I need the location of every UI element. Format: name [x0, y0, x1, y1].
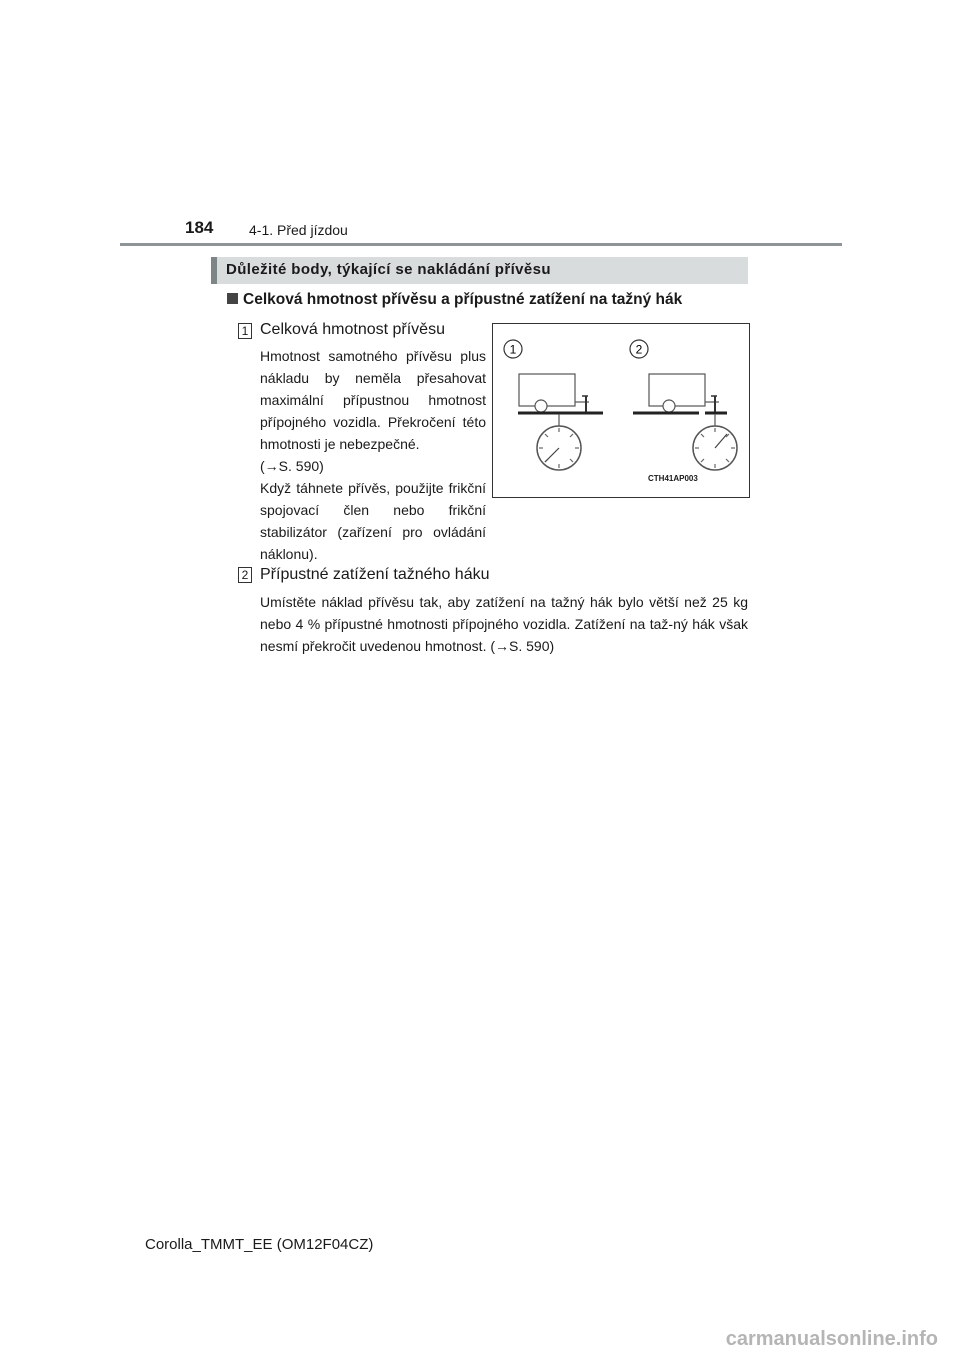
trailer-wheel-right	[663, 400, 675, 412]
item-marker-2: 2	[238, 567, 252, 583]
item-marker-1: 1	[238, 323, 252, 339]
figure-marker-1: 1	[509, 342, 517, 357]
item-1-paragraph-ref: (→S. 590)	[260, 458, 324, 474]
subheading	[227, 291, 682, 309]
trailer-scale-illustration	[493, 324, 749, 497]
trailer-body-left	[519, 374, 575, 406]
item-2-paragraph: Umístěte náklad přívěsu tak, aby zatížení na tažný hák bylo větší než 25 kg nebo 4 % přípustné hmotnosti přípojného vozidla. Zatížení na taž-ný hák však nesmí překročit uvedenou hmotnost. (→S. 590)	[260, 594, 748, 654]
figure-marker-2: 2	[635, 342, 643, 357]
trailer-body-right	[649, 374, 705, 406]
document-footer: Corolla_TMMT_EE (OM12F04CZ)	[145, 1236, 374, 1253]
figure-code-label: CTH41AP003	[648, 474, 698, 483]
square-bullet-icon	[227, 293, 238, 304]
item-title-2: Přípustné zatížení tažného háku	[260, 566, 490, 583]
watermark: carmanualsonline.info	[725, 1328, 938, 1350]
section-heading-box	[211, 257, 748, 284]
trailer-weight-figure	[492, 323, 750, 498]
trailer-total-weight-scene	[518, 374, 603, 470]
item-1-paragraph-1: Hmotnost samotného přívěsu plus nákladu by neměla přesahovat maximální přípustnou hmotnost přípojného vozidla. Překročení této hmotnosti je nebezpečné.	[260, 348, 486, 452]
header-divider	[120, 243, 842, 246]
item-title-1: Celková hmotnost přívěsu	[260, 321, 445, 338]
section-breadcrumb: 4-1. Před jízdou	[249, 222, 348, 238]
tongue-weight-scene	[633, 374, 737, 470]
subheading-text: Celková hmotnost přívěsu a přípustné zatížení na tažný hák	[243, 291, 683, 308]
item-1-paragraph-2: Když táhnete přívěs, použijte frikční spojovací člen nebo frikční stabilizátor (zařízení pro ovládání náklonu).	[260, 480, 486, 562]
trailer-wheel-left	[535, 400, 547, 412]
page-number: 184	[185, 218, 214, 237]
section-heading: Důležité body, týkající se nakládání přívěsu	[226, 261, 551, 278]
